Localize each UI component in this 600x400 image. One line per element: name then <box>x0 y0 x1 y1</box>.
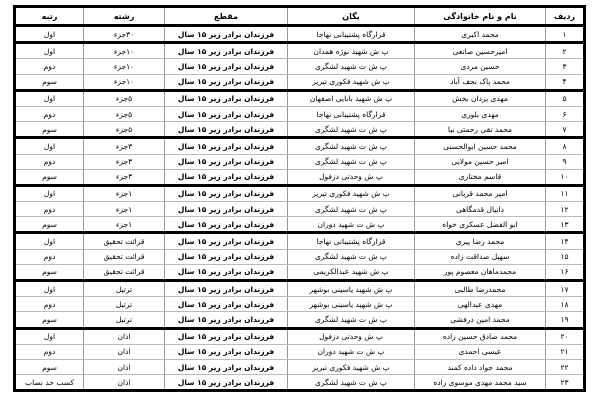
table-row <box>15 312 585 328</box>
name-cell: ابو الفضل عسکری خواه <box>415 217 546 233</box>
rank-cell: دوم <box>15 297 84 312</box>
row-number: ۸ <box>546 138 585 154</box>
field-cell: ۳جزء <box>84 138 165 154</box>
row-number: ۱۸ <box>546 297 585 312</box>
field-cell: ۳جزء <box>84 169 165 185</box>
name-cell: محمدماهان معصوم پور <box>415 264 546 280</box>
field-cell: ۳۰جزء <box>84 26 165 43</box>
level-cell: فرزندان برادر زیر ۱۵ سال <box>165 59 288 74</box>
unit-cell: پ ش ت شهید لشگری <box>288 59 415 74</box>
rank-cell: سوم <box>15 169 84 185</box>
unit-cell: پ ش وحدتی دزفول <box>288 328 415 344</box>
field-cell: ترتیل <box>84 312 165 328</box>
table-row <box>15 185 585 201</box>
table-row <box>15 106 585 121</box>
level-cell: فرزندان برادر زیر ۱۵ سال <box>165 233 288 249</box>
field-cell: ترتیل <box>84 297 165 312</box>
header-rank: رتبه <box>15 7 84 26</box>
row-number: ۲۱ <box>546 344 585 359</box>
unit-cell: پ ش ت شهید دوران <box>288 344 415 359</box>
rank-cell: دوم <box>15 154 84 169</box>
name-cell: محمد حسین ابوالحسنی <box>415 138 546 154</box>
field-cell: اذان <box>84 328 165 344</box>
name-cell: امیر محمد قربانی <box>415 185 546 201</box>
results-table <box>13 5 586 392</box>
level-cell: فرزندان برادر زیر ۱۵ سال <box>165 359 288 374</box>
name-cell: محمد جواد داده کمند <box>415 359 546 374</box>
unit-cell: پ ش شهید فکوری تبریز <box>288 359 415 374</box>
table-row <box>15 59 585 74</box>
row-number: ۱۹ <box>546 312 585 328</box>
rank-cell: دوم <box>15 344 84 359</box>
row-number: ۱۰ <box>546 169 585 185</box>
field-cell: قرائت تحقیق <box>84 233 165 249</box>
unit-cell: پ ش ت شهید لشگری <box>288 202 415 217</box>
name-cell: محمد رضا پیری <box>415 233 546 249</box>
name-cell: مهدی یزدان بخش <box>415 90 546 106</box>
name-cell: عیسی احمدی <box>415 344 546 359</box>
row-number: ۱۳ <box>546 217 585 233</box>
row-number: ۲۰ <box>546 328 585 344</box>
level-cell: فرزندان برادر زیر ۱۵ سال <box>165 169 288 185</box>
table-row <box>15 249 585 264</box>
level-cell: فرزندان برادر زیر ۱۵ سال <box>165 26 288 43</box>
unit-cell: پ ش وحدتی دزفول <box>288 169 415 185</box>
level-cell: فرزندان برادر زیر ۱۵ سال <box>165 43 288 59</box>
unit-cell: پ ش شهید بابایی اصفهان <box>288 90 415 106</box>
row-number: ۶ <box>546 106 585 121</box>
table-row <box>15 138 585 154</box>
field-cell: ۱جزء <box>84 217 165 233</box>
table-row <box>15 26 585 43</box>
row-number: ۱۶ <box>546 264 585 280</box>
table-row <box>15 233 585 249</box>
table-row <box>15 375 585 391</box>
name-cell: امیرحسین صانعی <box>415 43 546 59</box>
rank-cell: اول <box>15 185 84 201</box>
field-cell: ترتیل <box>84 281 165 297</box>
unit-cell: پ ش شهید فکوری تبریز <box>288 185 415 201</box>
rank-cell: اول <box>15 90 84 106</box>
table-row <box>15 281 585 297</box>
level-cell: فرزندان برادر زیر ۱۵ سال <box>165 312 288 328</box>
row-number: ۱۷ <box>546 281 585 297</box>
level-cell: فرزندان برادر زیر ۱۵ سال <box>165 122 288 138</box>
level-cell: فرزندان برادر زیر ۱۵ سال <box>165 297 288 312</box>
row-number: ۲۳ <box>546 375 585 391</box>
name-cell: مهدی بلوری <box>415 106 546 121</box>
level-cell: فرزندان برادر زیر ۱۵ سال <box>165 281 288 297</box>
table-row <box>15 154 585 169</box>
unit-cell: پ ش ت شهید دوران <box>288 217 415 233</box>
header-row-no: ردیف <box>546 7 585 26</box>
header-name: نام و نام خانوادگی <box>415 7 546 26</box>
unit-cell: پ ش شهید نوژه همدان <box>288 43 415 59</box>
name-cell: سید محمد مهدی موسوی زاده <box>415 375 546 391</box>
field-cell: ۳جزء <box>84 154 165 169</box>
field-cell: ۱جزء <box>84 202 165 217</box>
unit-cell: پ ش ت شهید لشگری <box>288 154 415 169</box>
rank-cell: اول <box>15 43 84 59</box>
row-number: ۱۲ <box>546 202 585 217</box>
level-cell: فرزندان برادر زیر ۱۵ سال <box>165 264 288 280</box>
rank-cell: سوم <box>15 74 84 90</box>
table-row <box>15 169 585 185</box>
name-cell: مهدی عبدالهی <box>415 297 546 312</box>
rank-cell: کسب حد نصاب <box>15 375 84 391</box>
row-number: ۱۴ <box>546 233 585 249</box>
name-cell: قاسم مختاری <box>415 169 546 185</box>
level-cell: فرزندان برادر زیر ۱۵ سال <box>165 185 288 201</box>
rank-cell: اول <box>15 281 84 297</box>
row-number: ۲۲ <box>546 359 585 374</box>
header-level: مقطع <box>165 7 288 26</box>
unit-cell: پ ش ت شهید لشگری <box>288 375 415 391</box>
unit-cell: پ ش ت شهید لشگری <box>288 312 415 328</box>
name-cell: امیر حسین مولایی <box>415 154 546 169</box>
name-cell: محمد صادق حسین زاده <box>415 328 546 344</box>
row-number: ۹ <box>546 154 585 169</box>
field-cell: ۱۰جزء <box>84 43 165 59</box>
level-cell: فرزندان برادر زیر ۱۵ سال <box>165 154 288 169</box>
field-cell: ۱۰جزء <box>84 59 165 74</box>
table-row <box>15 43 585 59</box>
unit-cell: پ ش ت شهید لشگری <box>288 138 415 154</box>
level-cell: فرزندان برادر زیر ۱۵ سال <box>165 217 288 233</box>
level-cell: فرزندان برادر زیر ۱۵ سال <box>165 74 288 90</box>
row-number: ۷ <box>546 122 585 138</box>
field-cell: ۱۰جزء <box>84 74 165 90</box>
unit-cell: پ ش ت شهید لشگری <box>288 249 415 264</box>
rank-cell: دوم <box>15 59 84 74</box>
level-cell: فرزندان برادر زیر ۱۵ سال <box>165 90 288 106</box>
rank-cell: دوم <box>15 202 84 217</box>
rank-cell: اول <box>15 26 84 43</box>
field-cell: اذان <box>84 375 165 391</box>
table-row <box>15 217 585 233</box>
rank-cell: سوم <box>15 359 84 374</box>
table-body <box>15 26 585 391</box>
unit-cell: قرارگاه پشتیبانی نهاجا <box>288 233 415 249</box>
rank-cell: سوم <box>15 312 84 328</box>
name-cell: محمد اکبری <box>415 26 546 43</box>
table-row <box>15 90 585 106</box>
unit-cell: پ ش شهید عبدالکریمی <box>288 264 415 280</box>
field-cell: ۱جزء <box>84 185 165 201</box>
table-row <box>15 122 585 138</box>
table-row <box>15 297 585 312</box>
name-cell: سهیل صداقت زاده <box>415 249 546 264</box>
row-number: ۲ <box>546 43 585 59</box>
table-row <box>15 344 585 359</box>
unit-cell: قرارگاه پشتیبانی نهاجا <box>288 26 415 43</box>
row-number: ۱ <box>546 26 585 43</box>
header-unit: یگان <box>288 7 415 26</box>
rank-cell: سوم <box>15 122 84 138</box>
row-number: ۵ <box>546 90 585 106</box>
name-cell: محمد تقی رحمتی نیا <box>415 122 546 138</box>
unit-cell: پ ش شهید یاسینی بوشهر <box>288 281 415 297</box>
unit-cell: قرارگاه پشتیبانی نهاجا <box>288 106 415 121</box>
unit-cell: پ ش شهید یاسینی بوشهر <box>288 297 415 312</box>
field-cell: اذان <box>84 344 165 359</box>
level-cell: فرزندان برادر زیر ۱۵ سال <box>165 344 288 359</box>
table-header-row <box>15 7 585 26</box>
table-row <box>15 328 585 344</box>
rank-cell: دوم <box>15 249 84 264</box>
field-cell: قرائت تحقیق <box>84 249 165 264</box>
row-number: ۱۱ <box>546 185 585 201</box>
row-number: ۱۵ <box>546 249 585 264</box>
unit-cell: پ ش شهید فکوری تبریز <box>288 74 415 90</box>
rank-cell: اول <box>15 328 84 344</box>
name-cell: دانیال قدمگاهی <box>415 202 546 217</box>
field-cell: اذان <box>84 359 165 374</box>
name-cell: محمد پاک نجف آباد <box>415 74 546 90</box>
rank-cell: اول <box>15 138 84 154</box>
row-number: ۴ <box>546 74 585 90</box>
field-cell: ۵جزء <box>84 90 165 106</box>
table-row <box>15 264 585 280</box>
level-cell: فرزندان برادر زیر ۱۵ سال <box>165 202 288 217</box>
rank-cell: سوم <box>15 264 84 280</box>
row-number: ۳ <box>546 59 585 74</box>
rank-cell: سوم <box>15 217 84 233</box>
rank-cell: اول <box>15 233 84 249</box>
table-row <box>15 74 585 90</box>
header-field: رشته <box>84 7 165 26</box>
name-cell: محمد امین درفشی <box>415 312 546 328</box>
field-cell: قرائت تحقیق <box>84 264 165 280</box>
name-cell: محمدرضا طالبی <box>415 281 546 297</box>
table-row <box>15 359 585 374</box>
name-cell: حسین مردی <box>415 59 546 74</box>
level-cell: فرزندان برادر زیر ۱۵ سال <box>165 106 288 121</box>
field-cell: ۵جزء <box>84 106 165 121</box>
level-cell: فرزندان برادر زیر ۱۵ سال <box>165 328 288 344</box>
level-cell: فرزندان برادر زیر ۱۵ سال <box>165 375 288 391</box>
rank-cell: دوم <box>15 106 84 121</box>
unit-cell: پ ش ت شهید لشگری <box>288 122 415 138</box>
level-cell: فرزندان برادر زیر ۱۵ سال <box>165 138 288 154</box>
field-cell: ۵جزء <box>84 122 165 138</box>
level-cell: فرزندان برادر زیر ۱۵ سال <box>165 249 288 264</box>
table-row <box>15 202 585 217</box>
